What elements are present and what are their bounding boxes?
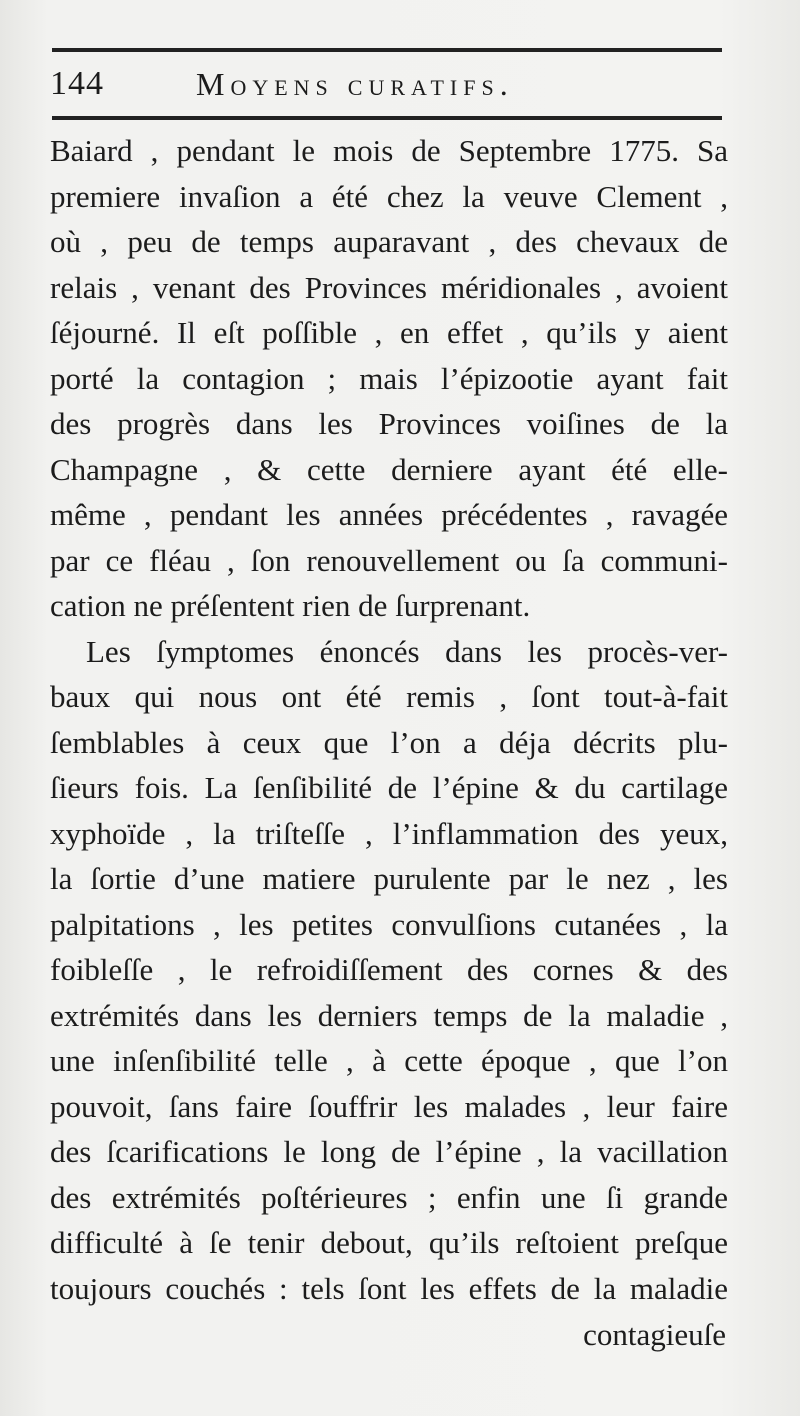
header-rule-bottom bbox=[52, 116, 722, 120]
text-line: des ſcarifications le long de l’épine , la vacillation bbox=[50, 1134, 728, 1169]
text-line: des progrès dans les Provinces voiſines de la bbox=[50, 406, 728, 441]
text-line: ſieurs fois. La ſenſibilité de l’épine & du cartilage bbox=[50, 770, 728, 805]
text-line: foibleſſe , le refroidiſſement des cornes & des bbox=[50, 952, 728, 987]
body-text bbox=[50, 128, 728, 1311]
running-head: Moyens curatifs. bbox=[196, 66, 514, 102]
text-line: relais , venant des Provinces méridionales , avoient bbox=[50, 269, 728, 305]
text-line: xyphoïde , la triſteſſe , l’inflammation des yeux, bbox=[50, 815, 728, 851]
text-line: ſéjourné. Il eſt poſſible , en effet , qu’ils y aient bbox=[50, 315, 728, 350]
text-line: ſemblables à ceux que l’on a déja décrits plu- bbox=[50, 724, 728, 760]
page-number: 144 bbox=[50, 65, 104, 102]
text-line: une inſenſibilité telle , à cette époque , que l’on bbox=[50, 1043, 728, 1078]
text-line: porté la contagion ; mais l’épizootie ayant fait bbox=[50, 360, 728, 396]
text-line: où , peu de temps auparavant , des chevaux de bbox=[50, 224, 728, 259]
text-line: cation ne préſentent rien de ſurprenant. bbox=[50, 588, 531, 623]
text-line: la ſortie d’une matiere purulente par le nez , les bbox=[50, 861, 728, 896]
text-line: baux qui nous ont été remis , ſont tout-à-fait bbox=[50, 679, 728, 714]
text-line: toujours couchés : tels ſont les effets de la maladie bbox=[50, 1270, 728, 1306]
text-line: Baiard , pendant le mois de Septembre 1775. Sa bbox=[50, 133, 728, 168]
text-line: Champagne , & cette derniere ayant été elle- bbox=[50, 451, 728, 487]
header-rule-top bbox=[52, 48, 722, 52]
text-line: même , pendant les années précédentes , ravagée bbox=[50, 497, 728, 532]
catchword: contagieuſe bbox=[583, 1317, 726, 1352]
text-line: extrémités dans les derniers temps de la maladie , bbox=[50, 997, 728, 1033]
text-line: premiere invaſion a été chez la veuve Clement , bbox=[50, 178, 728, 214]
text-line: par ce fléau , ſon renouvellement ou ſa communi- bbox=[50, 542, 728, 578]
text-line: difficulté à ſe tenir debout, qu’ils reſtoient preſque bbox=[50, 1225, 728, 1260]
text-line: Les ſymptomes énoncés dans les procès-ver- bbox=[86, 633, 728, 669]
text-line: pouvoit, ſans faire ſouffrir les malades , leur faire bbox=[50, 1088, 728, 1124]
page-header bbox=[50, 62, 730, 106]
text-line: palpitations , les petites convulſions cutanées , la bbox=[50, 906, 728, 942]
text-line: des extrémités poſtérieures ; enfin une ſi grande bbox=[50, 1179, 728, 1215]
